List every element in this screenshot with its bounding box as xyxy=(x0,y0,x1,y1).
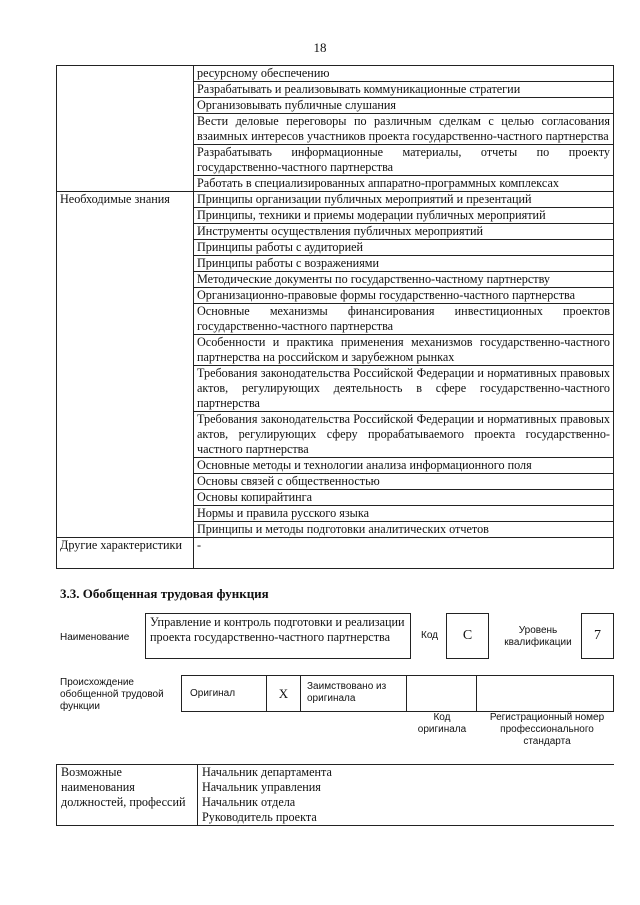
original-label: Оригинал xyxy=(190,688,236,699)
original-mark: X xyxy=(278,686,289,701)
table-row: Разрабатывать и реализовывать коммуникационные стратегии xyxy=(194,82,614,98)
table-row: Организовывать публичные слушания xyxy=(194,98,614,114)
table-row: Нормы и правила русского языка xyxy=(194,506,614,522)
table-row: Требования законодательства Российской Федерации и нормативных правовых актов, регулирующих деятельность в сфере государственно-частного партнерства xyxy=(194,366,614,412)
table-row: Вести деловые переговоры по различным сделкам с целью согласования взаимных интересов участников проекта государственно-частного партнерства xyxy=(194,114,614,145)
table-row: Основные механизмы финансирования инвестиционных проектов государственно-частного партнерства xyxy=(194,304,614,335)
table-row: Принципы работы с аудиторией xyxy=(194,240,614,256)
table-row: Разрабатывать информационные материалы, отчеты по проекту государственно-частного партнерства xyxy=(194,145,614,176)
table-row: Основы копирайтинга xyxy=(194,490,614,506)
list-item: Начальник отдела xyxy=(198,795,615,810)
page-number: 18 xyxy=(313,40,327,55)
table-row: Принципы, техники и приемы модерации публичных мероприятий xyxy=(194,208,614,224)
continuation-label-cell xyxy=(57,66,194,192)
table-row: Методические документы по государственно-частному партнерству xyxy=(194,272,614,288)
code-original-caption: Код оригинала xyxy=(417,712,467,735)
job-titles-table xyxy=(56,764,614,826)
table-row: Принципы работы с возражениями xyxy=(194,256,614,272)
knowledge-table xyxy=(56,65,614,569)
section-heading: 3.3. Обобщенная трудовая функция xyxy=(60,586,269,601)
code-value: C xyxy=(462,628,473,643)
borrowed-label: Заимствовано из оригинала xyxy=(307,681,387,704)
function-name-box xyxy=(145,613,411,659)
table-row: Организационно-правовые формы государственно-частного партнерства xyxy=(194,288,614,304)
table-row: Принципы организации публичных мероприятий и презентаций xyxy=(194,192,614,208)
other-characteristics-label: Другие характеристики xyxy=(57,538,194,569)
table-row: Основные методы и технологии анализа информационного поля xyxy=(194,458,614,474)
table-row: ресурсному обеспечению xyxy=(194,66,614,82)
table-row: Требования законодательства Российской Федерации и нормативных правовых актов, регулирующих сферу прорабатываемого проекта государственно-частного партнерства xyxy=(194,412,614,458)
level-value: 7 xyxy=(594,628,601,643)
table-row: Инструменты осуществления публичных мероприятий xyxy=(194,224,614,240)
reg-number-caption: Регистрационный номер профессионального стандарта xyxy=(489,712,605,747)
job-titles-label: Возможные наименования должностей, профессий xyxy=(57,765,198,826)
function-name-value: Управление и контроль подготовки и реализации проекта государственно-частного партнерства xyxy=(150,615,405,644)
list-item: Начальник управления xyxy=(198,780,615,795)
table-row: Работать в специализированных аппаратно-программных комплексах xyxy=(194,176,614,192)
table-row: Особенности и практика применения механизмов государственно-частного партнерства на российском и зарубежном рынках xyxy=(194,335,614,366)
table-row: Принципы и методы подготовки аналитических отчетов xyxy=(194,522,614,538)
code-box xyxy=(446,613,489,659)
list-item: Начальник департамента xyxy=(198,765,615,781)
divider xyxy=(476,675,477,712)
level-box xyxy=(581,613,614,659)
original-mark-box xyxy=(266,675,301,712)
table-row: Основы связей с общественностью xyxy=(194,474,614,490)
level-label: Уровень квалификации xyxy=(504,625,572,648)
knowledge-label: Необходимые знания xyxy=(57,192,194,538)
code-label: Код xyxy=(421,630,439,641)
other-characteristics-value: - xyxy=(194,538,614,569)
divider xyxy=(406,675,407,712)
name-label: Наименование xyxy=(60,632,130,643)
list-item: Руководитель проекта xyxy=(198,810,615,826)
origin-label: Происхождение обобщенной трудовой функции xyxy=(60,677,164,712)
